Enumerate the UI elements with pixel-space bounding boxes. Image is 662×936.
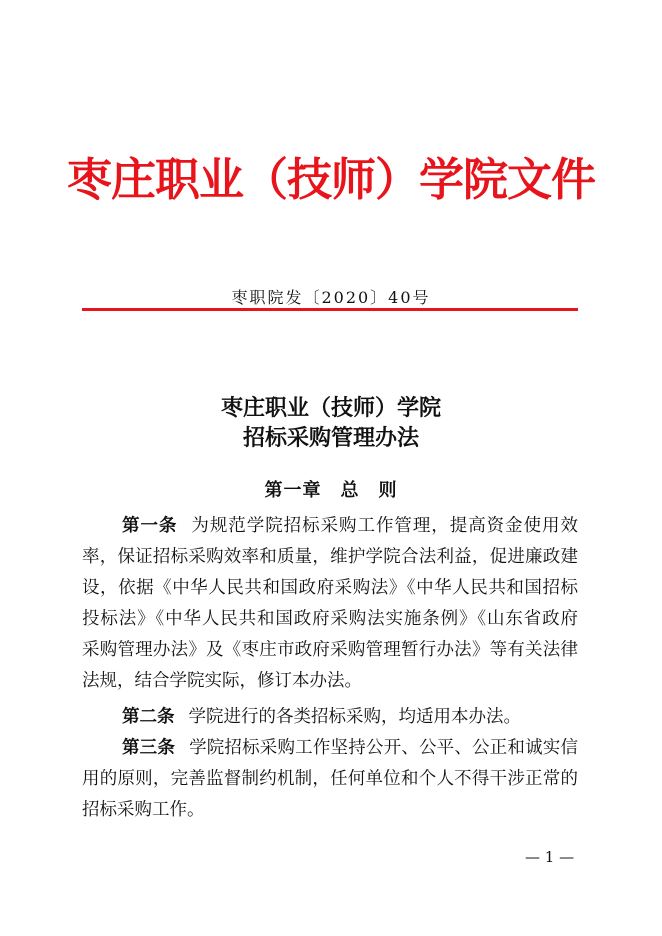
article-text: 率，保证招标采购效率和质量，维护学院合法利益，促进廉政建 xyxy=(82,547,578,567)
article-text: 招标采购工作。 xyxy=(82,800,205,820)
red-divider xyxy=(82,308,578,311)
article-text: 为规范学院招标采购工作管理，提高资金使用效 xyxy=(191,516,579,536)
article-line xyxy=(82,666,578,697)
article-text: 学院进行的各类招标采购，均适用本办法。 xyxy=(188,707,521,727)
article-line xyxy=(82,635,578,666)
chapter-heading: 第一章 总 则 xyxy=(264,480,398,501)
article-lead: 第二条 xyxy=(122,707,175,727)
article-text: 投标法》《中华人民共和国政府采购法实施条例》《山东省政府 xyxy=(82,609,578,629)
page-number: — 1 — xyxy=(525,848,575,866)
article-text: 学院招标采购工作坚持公开、公平、公正和诚实信 xyxy=(189,738,578,758)
document-masthead: 枣庄职业（技师）学院文件 xyxy=(66,153,595,206)
article-line xyxy=(82,702,578,733)
article-line xyxy=(82,604,578,635)
article-line xyxy=(82,764,578,795)
article-line xyxy=(82,733,578,764)
article-line xyxy=(82,573,578,604)
document-title-line-2: 招标采购管理办法 xyxy=(242,425,419,451)
article-text: 法规，结合学院实际，修订本办法。 xyxy=(82,671,362,691)
article-line xyxy=(82,511,578,542)
article-text: 设，依据《中华人民共和国政府采购法》《中华人民共和国招标 xyxy=(82,578,578,598)
document-title-line-1: 枣庄职业（技师）学院 xyxy=(220,395,441,421)
document-number: 枣职院发〔2020〕40号 xyxy=(231,288,431,307)
article-line xyxy=(82,795,578,826)
article-lead: 第三条 xyxy=(122,738,176,758)
article-text: 用的原则，完善监督制约机制，任何单位和个人不得干涉正常的 xyxy=(82,769,578,789)
article-lead: 第一条 xyxy=(122,516,178,536)
article-text: 采购管理办法》及《枣庄市政府采购管理暂行办法》等有关法律 xyxy=(82,640,578,660)
article-line xyxy=(82,542,578,573)
